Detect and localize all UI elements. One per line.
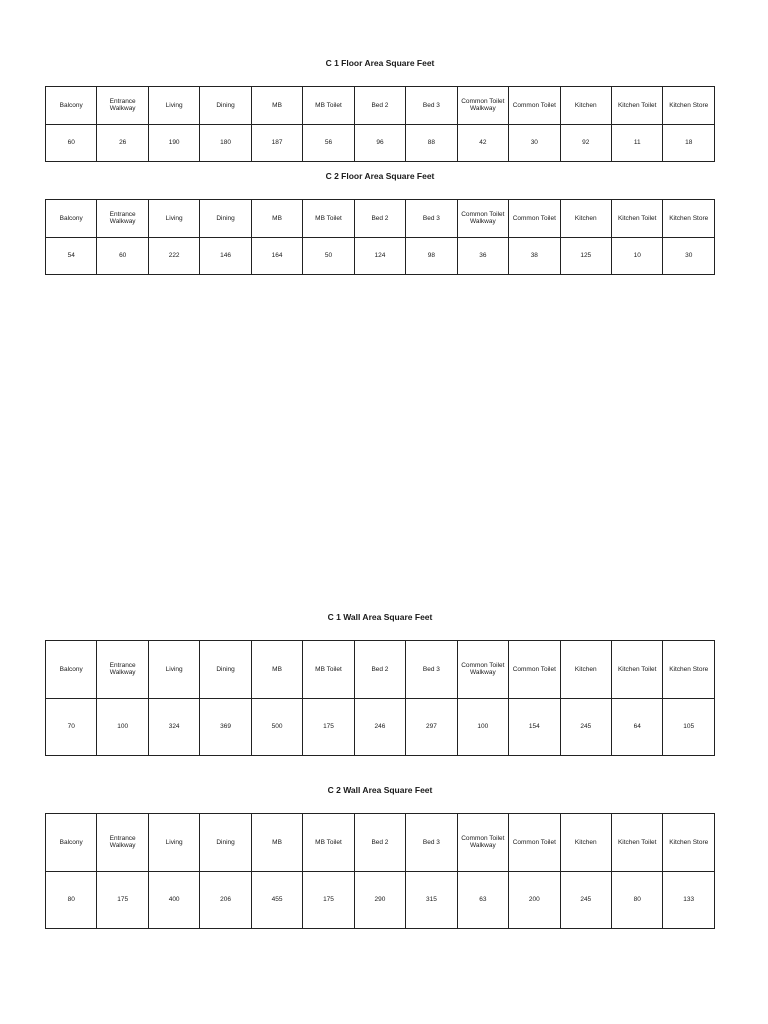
column-header: Common Toilet Walkway: [457, 87, 508, 125]
column-header: Balcony: [46, 641, 97, 699]
c2-wall-area-title: C 2 Wall Area Square Feet: [327, 785, 433, 795]
area-value-cell: 98: [406, 237, 457, 275]
area-value-cell: 146: [200, 237, 251, 275]
column-header: Bed 3: [406, 814, 457, 872]
table-row: [46, 871, 715, 929]
column-header: MB Toilet: [303, 200, 354, 238]
area-value-cell: 125: [560, 237, 611, 275]
column-header: Dining: [200, 814, 251, 872]
area-value-cell: 88: [406, 124, 457, 162]
header-row: [46, 814, 715, 872]
column-header: Bed 3: [406, 87, 457, 125]
table-row: [46, 237, 715, 275]
column-header: MB Toilet: [303, 814, 354, 872]
column-header: Common Toilet: [509, 87, 560, 125]
c1-wall-area-table: [45, 640, 715, 756]
column-header: Entrance Walkway: [97, 87, 148, 125]
area-value-cell: 246: [354, 698, 405, 756]
column-header: Common Toilet Walkway: [457, 814, 508, 872]
c1-wall-area-title: C 1 Wall Area Square Feet: [327, 612, 433, 622]
area-value-cell: 38: [509, 237, 560, 275]
area-value-cell: 36: [457, 237, 508, 275]
area-value-cell: 18: [663, 124, 715, 162]
area-value-cell: 455: [251, 871, 302, 929]
column-header: Kitchen Store: [663, 814, 715, 872]
area-value-cell: 222: [148, 237, 199, 275]
area-value-cell: 60: [97, 237, 148, 275]
column-header: Kitchen Store: [663, 200, 715, 238]
area-value-cell: 30: [509, 124, 560, 162]
area-value-cell: 245: [560, 698, 611, 756]
column-header: Kitchen Toilet: [611, 641, 662, 699]
column-header: Living: [148, 200, 199, 238]
column-header: Kitchen: [560, 87, 611, 125]
column-header: Kitchen: [560, 641, 611, 699]
area-value-cell: 26: [97, 124, 148, 162]
column-header: Balcony: [46, 814, 97, 872]
area-value-cell: 42: [457, 124, 508, 162]
table-row: [46, 124, 715, 162]
area-value-cell: 133: [663, 871, 715, 929]
area-value-cell: 60: [46, 124, 97, 162]
c1-floor-area-title: C 1 Floor Area Square Feet: [325, 58, 435, 68]
area-value-cell: 290: [354, 871, 405, 929]
column-header: Balcony: [46, 200, 97, 238]
area-value-cell: 324: [148, 698, 199, 756]
area-value-cell: 315: [406, 871, 457, 929]
area-value-cell: 10: [611, 237, 662, 275]
column-header: Bed 2: [354, 87, 405, 125]
area-value-cell: 63: [457, 871, 508, 929]
header-row: [46, 641, 715, 699]
column-header: Common Toilet: [509, 641, 560, 699]
area-value-cell: 80: [46, 871, 97, 929]
area-value-cell: 200: [509, 871, 560, 929]
area-value-cell: 187: [251, 124, 302, 162]
column-header: Kitchen Toilet: [611, 200, 662, 238]
area-value-cell: 100: [457, 698, 508, 756]
column-header: Kitchen: [560, 814, 611, 872]
column-header: Kitchen Toilet: [611, 814, 662, 872]
column-header: Entrance Walkway: [97, 200, 148, 238]
area-value-cell: 56: [303, 124, 354, 162]
area-value-cell: 175: [303, 871, 354, 929]
area-value-cell: 500: [251, 698, 302, 756]
area-value-cell: 180: [200, 124, 251, 162]
column-header: Bed 2: [354, 641, 405, 699]
area-value-cell: 64: [611, 698, 662, 756]
column-header: Living: [148, 87, 199, 125]
column-header: MB: [251, 87, 302, 125]
area-value-cell: 105: [663, 698, 715, 756]
area-value-cell: 54: [46, 237, 97, 275]
column-header: Entrance Walkway: [97, 641, 148, 699]
area-value-cell: 124: [354, 237, 405, 275]
c2-floor-area-title: C 2 Floor Area Square Feet: [325, 171, 435, 181]
column-header: Common Toilet: [509, 814, 560, 872]
column-header: Kitchen Toilet: [611, 87, 662, 125]
column-header: Dining: [200, 200, 251, 238]
header-row: [46, 200, 715, 238]
header-row: [46, 87, 715, 125]
area-value-cell: 30: [663, 237, 715, 275]
column-header: MB Toilet: [303, 87, 354, 125]
area-value-cell: 154: [509, 698, 560, 756]
area-value-cell: 175: [303, 698, 354, 756]
area-value-cell: 175: [97, 871, 148, 929]
area-value-cell: 50: [303, 237, 354, 275]
area-value-cell: 297: [406, 698, 457, 756]
column-header: MB Toilet: [303, 641, 354, 699]
area-value-cell: 70: [46, 698, 97, 756]
column-header: Common Toilet Walkway: [457, 200, 508, 238]
column-header: Bed 2: [354, 200, 405, 238]
area-value-cell: 11: [611, 124, 662, 162]
c1-floor-area-table: [45, 86, 715, 162]
area-value-cell: 245: [560, 871, 611, 929]
column-header: MB: [251, 200, 302, 238]
column-header: Balcony: [46, 87, 97, 125]
area-value-cell: 206: [200, 871, 251, 929]
c2-floor-area-table: [45, 199, 715, 275]
column-header: Common Toilet Walkway: [457, 641, 508, 699]
area-value-cell: 369: [200, 698, 251, 756]
area-value-cell: 400: [148, 871, 199, 929]
area-value-cell: 80: [611, 871, 662, 929]
area-value-cell: 100: [97, 698, 148, 756]
column-header: Kitchen: [560, 200, 611, 238]
area-value-cell: 164: [251, 237, 302, 275]
column-header: Bed 3: [406, 641, 457, 699]
column-header: Common Toilet: [509, 200, 560, 238]
area-value-cell: 92: [560, 124, 611, 162]
column-header: Entrance Walkway: [97, 814, 148, 872]
column-header: Bed 3: [406, 200, 457, 238]
table-row: [46, 698, 715, 756]
column-header: Dining: [200, 87, 251, 125]
column-header: MB: [251, 814, 302, 872]
column-header: Living: [148, 814, 199, 872]
area-value-cell: 190: [148, 124, 199, 162]
c2-wall-area-table: [45, 813, 715, 929]
column-header: Kitchen Store: [663, 641, 715, 699]
column-header: Living: [148, 641, 199, 699]
column-header: Kitchen Store: [663, 87, 715, 125]
column-header: MB: [251, 641, 302, 699]
area-value-cell: 96: [354, 124, 405, 162]
column-header: Bed 2: [354, 814, 405, 872]
column-header: Dining: [200, 641, 251, 699]
